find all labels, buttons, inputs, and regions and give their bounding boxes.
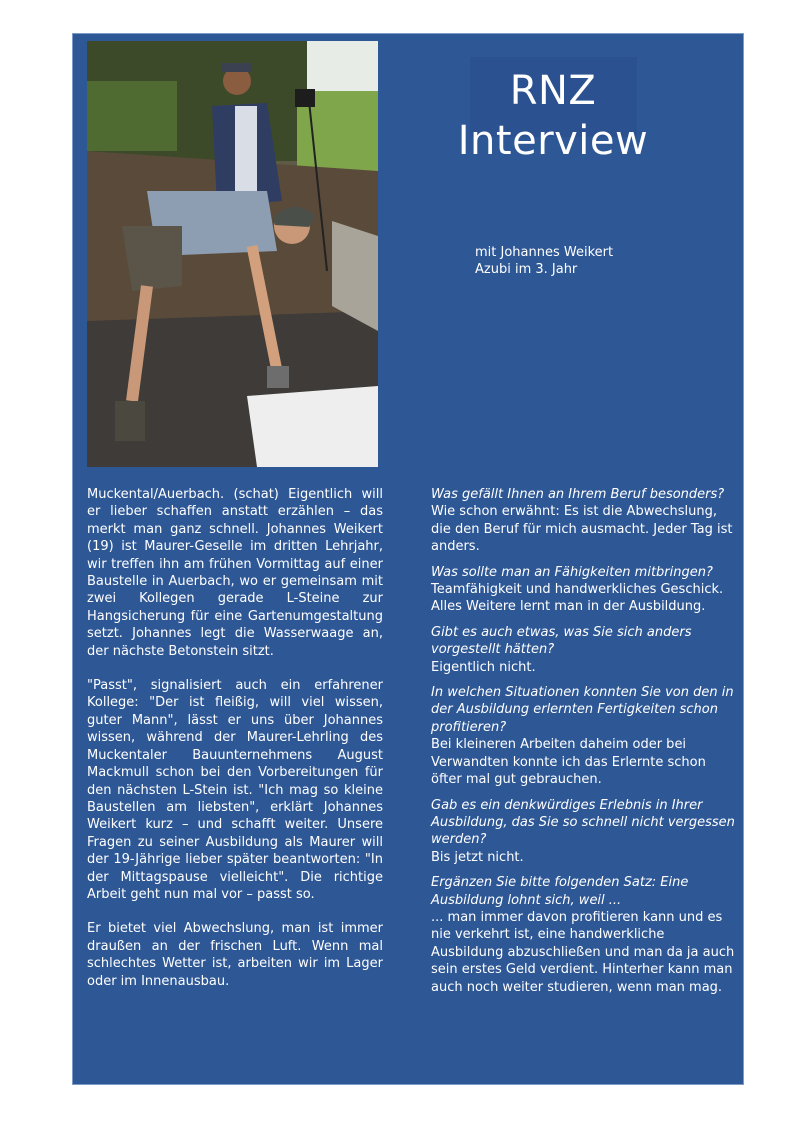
bushes	[87, 81, 177, 151]
article-paragraph: Muckental/Auerbach. (schat) Eigentlich will er lieber schaffen anstatt erzählen – das merkt man ganz schnell. Johannes Weikert (19) ist Maurer-Geselle im dritten Lehrjahr, wir treffen ihn am frühen Vormittag auf einer Baustelle in Auerbach, wo er gemeinsam mit zwei Kollegen gerade L-Steine zur Hangsicherung für eine Gartenumgestaltung setzt. Johannes legt die Wasserwaage an, der nächste Betonstein sitzt.	[87, 487, 383, 659]
answer: ... man immer davon profitieren kann und es nie verkehrt ist, eine handwerkliche Ausbildung abzuschließen und man da ja auch sein erstes Geld verdient. Hinterher kann man auch noch weiter studieren, wenn man mag.	[431, 909, 735, 995]
answer: Eigentlich nicht.	[431, 659, 536, 675]
article-paragraph: Er bietet viel Abwechslung, man ist immer draußen an der frischen Luft. Wenn mal schlechtes Wetter ist, arbeiten wir im Lager oder im Innenausbau.	[87, 921, 383, 989]
qa-item	[431, 486, 736, 556]
apprentice-shorts	[122, 226, 182, 291]
title-line-2: Interview	[457, 118, 649, 164]
work-glove	[267, 366, 289, 388]
subtitle-interviewee: mit Johannes Weikert	[475, 245, 614, 260]
answer: Teamfähigkeit und handwerkliches Geschick. Alles Weitere lernt man in der Ausbildung.	[431, 582, 724, 615]
laser-level	[295, 89, 315, 107]
qa-item	[431, 564, 736, 616]
answer: Bei kleineren Arbeiten daheim oder bei Verwandten konnte ich das Erlernte schon öfter mal gut gebrauchen.	[431, 737, 706, 788]
page-title	[403, 66, 703, 166]
question: In welchen Situationen konnten Sie von den in der Ausbildung erlernten Fertigkeiten schon profitieren?	[431, 685, 734, 735]
subtitle-role: Azubi im 3. Jahr	[475, 262, 578, 277]
qa-item	[431, 874, 736, 996]
answer: Bis jetzt nicht.	[431, 849, 524, 865]
qa-item	[431, 797, 736, 867]
question: Was sollte man an Fähigkeiten mitbringen?	[431, 564, 713, 580]
article-photo	[87, 41, 378, 467]
question: Ergänzen Sie bitte folgenden Satz: Eine Ausbildung lohnt sich, weil ...	[431, 875, 689, 908]
question: Was gefällt Ihnen an Ihrem Beruf besonders?	[431, 487, 725, 502]
qa-item	[431, 624, 736, 676]
interview-panel	[72, 33, 744, 1085]
interview-qa	[431, 486, 736, 1004]
construction-site-photo	[87, 41, 378, 467]
title-line-1: RNZ	[509, 68, 597, 114]
concrete-block	[247, 386, 378, 467]
answer: Wie schon erwähnt: Es ist die Abwechslung, die den Beruf für mich ausmacht. Jeder Tag ist anders.	[431, 504, 733, 555]
subtitle	[475, 244, 613, 278]
work-boot	[115, 401, 145, 441]
question: Gab es ein denkwürdiges Erlebnis in Ihrer Ausbildung, das Sie so schnell nicht vergessen werden?	[431, 797, 735, 848]
question: Gibt es auch etwas, was Sie sich anders vorgestellt hätten?	[431, 624, 692, 658]
article-body	[87, 486, 383, 1007]
article-paragraph: "Passt", signalisiert auch ein erfahrener Kollege: "Der ist fleißig, will viel wissen, guter Mann", lässt er uns über Johannes wissen, während der Maurer-Lehrling des Muckentaler Bauunternehmens August Mackmull schon bei den Vorbereitungen für den nächsten L-Stein ist. "Ich mag so kleine Baustellen am liebsten", erklärt Johannes Weikert kurz – und schafft weiter. Unsere Fragen zu seiner Ausbildung als Maurer will der 19-Jährige lieber später beantworten: "In der Mittagspause vielleicht". Die richtige Arbeit geht nun mal vor – passt so.	[87, 678, 383, 902]
qa-item	[431, 684, 736, 788]
colleague-shirt	[235, 106, 257, 191]
colleague-cap	[222, 63, 252, 72]
